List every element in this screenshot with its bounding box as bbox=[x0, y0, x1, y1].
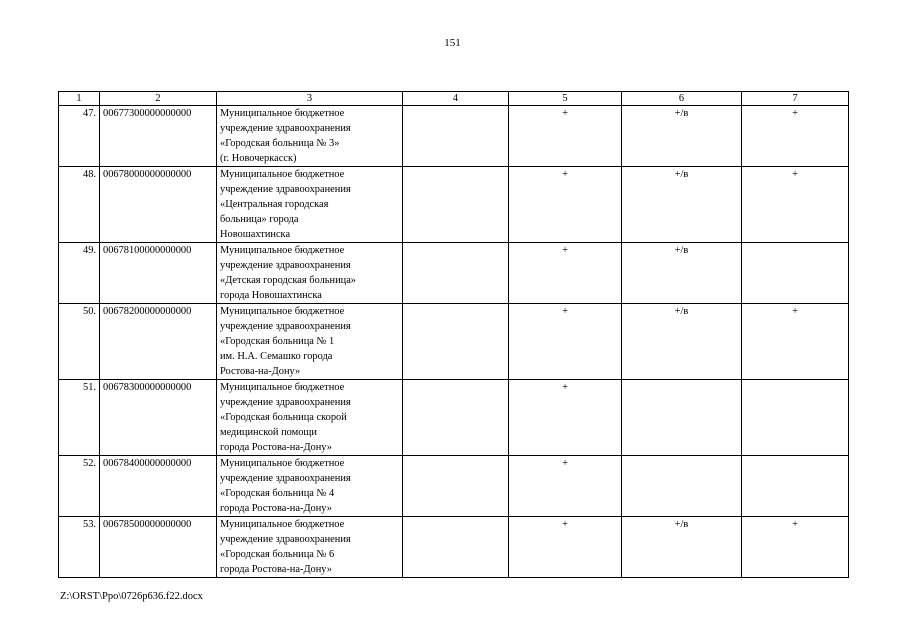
institution-name-line: учреждение здравоохранения bbox=[220, 184, 351, 195]
row-col-6: +/в bbox=[622, 304, 742, 380]
row-col-5: + bbox=[509, 304, 622, 380]
institution-name-line: Ростова-на-Дону» bbox=[220, 366, 301, 377]
table-row bbox=[59, 517, 849, 578]
table-row bbox=[59, 456, 849, 517]
row-col-6 bbox=[622, 456, 742, 517]
row-number: 49. bbox=[59, 243, 100, 304]
row-number: 50. bbox=[59, 304, 100, 380]
page-number: 151 bbox=[444, 37, 461, 49]
row-institution-name bbox=[217, 243, 403, 304]
institution-name-line: «Городская больница № 3» bbox=[220, 138, 340, 149]
table-header bbox=[59, 92, 849, 106]
row-col-7 bbox=[742, 456, 849, 517]
institution-name-line: (г. Новочеркасск) bbox=[220, 153, 297, 164]
row-col-7: + bbox=[742, 167, 849, 243]
header-col-4: 4 bbox=[403, 92, 509, 106]
header-col-1: 1 bbox=[59, 92, 100, 106]
institution-name-line: города Ростова-на-Дону» bbox=[220, 564, 332, 575]
row-col-4 bbox=[403, 167, 509, 243]
institution-name-line: учреждение здравоохранения bbox=[220, 397, 351, 408]
row-number: 51. bbox=[59, 380, 100, 456]
row-institution-name bbox=[217, 167, 403, 243]
institution-name-line: больница» города bbox=[220, 214, 299, 225]
table-row bbox=[59, 304, 849, 380]
row-code: 00678200000000000 bbox=[100, 304, 217, 380]
institution-name-line: учреждение здравоохранения bbox=[220, 534, 351, 545]
row-col-4 bbox=[403, 517, 509, 578]
institution-name-line: «Городская больница № 6 bbox=[220, 549, 335, 560]
row-col-7: + bbox=[742, 517, 849, 578]
row-code: 00678100000000000 bbox=[100, 243, 217, 304]
row-col-5: + bbox=[509, 243, 622, 304]
row-col-4 bbox=[403, 304, 509, 380]
table-body bbox=[59, 106, 849, 578]
row-col-5: + bbox=[509, 380, 622, 456]
row-col-6: +/в bbox=[622, 517, 742, 578]
row-code: 00678300000000000 bbox=[100, 380, 217, 456]
table-row bbox=[59, 380, 849, 456]
row-number: 53. bbox=[59, 517, 100, 578]
institution-name-line: Муниципальное бюджетное bbox=[220, 382, 345, 393]
institution-name-line: учреждение здравоохранения bbox=[220, 473, 351, 484]
row-col-7 bbox=[742, 380, 849, 456]
row-col-7: + bbox=[742, 304, 849, 380]
row-col-4 bbox=[403, 243, 509, 304]
institution-name-line: Муниципальное бюджетное bbox=[220, 245, 345, 256]
institution-name-line: Муниципальное бюджетное bbox=[220, 169, 345, 180]
row-number: 47. bbox=[59, 106, 100, 167]
row-code: 00677300000000000 bbox=[100, 106, 217, 167]
hospital-table bbox=[58, 91, 849, 578]
institution-name-line: «Городская больница скорой bbox=[220, 412, 347, 423]
institution-name-line: Муниципальное бюджетное bbox=[220, 306, 345, 317]
row-institution-name bbox=[217, 517, 403, 578]
row-col-5: + bbox=[509, 456, 622, 517]
row-code: 00678000000000000 bbox=[100, 167, 217, 243]
row-number: 48. bbox=[59, 167, 100, 243]
row-col-5: + bbox=[509, 517, 622, 578]
table-row bbox=[59, 106, 849, 167]
row-col-6 bbox=[622, 380, 742, 456]
row-code: 00678400000000000 bbox=[100, 456, 217, 517]
institution-name-line: «Городская больница № 4 bbox=[220, 488, 335, 499]
institution-name-line: Муниципальное бюджетное bbox=[220, 458, 345, 469]
institution-name-line: медицинской помощи bbox=[220, 427, 317, 438]
header-col-6: 6 bbox=[622, 92, 742, 106]
institution-name-line: Муниципальное бюджетное bbox=[220, 519, 345, 530]
row-col-4 bbox=[403, 456, 509, 517]
row-institution-name bbox=[217, 304, 403, 380]
institution-name-line: «Центральная городская bbox=[220, 199, 329, 210]
institution-name-line: Муниципальное бюджетное bbox=[220, 108, 345, 119]
row-col-5: + bbox=[509, 167, 622, 243]
row-institution-name bbox=[217, 380, 403, 456]
institution-name-line: города Ростова-на-Дону» bbox=[220, 503, 332, 514]
table-row bbox=[59, 167, 849, 243]
institution-name-line: учреждение здравоохранения bbox=[220, 321, 351, 332]
row-col-7: + bbox=[742, 106, 849, 167]
institution-name-line: «Детская городская больница» bbox=[220, 275, 357, 286]
institution-name-line: им. Н.А. Семашко города bbox=[220, 351, 333, 362]
header-col-5: 5 bbox=[509, 92, 622, 106]
institution-name-line: города Ростова-на-Дону» bbox=[220, 442, 332, 453]
row-col-6: +/в bbox=[622, 106, 742, 167]
institution-name-line: Новошахтинска bbox=[220, 229, 291, 240]
row-institution-name bbox=[217, 106, 403, 167]
institution-name-line: учреждение здравоохранения bbox=[220, 260, 351, 271]
row-col-6: +/в bbox=[622, 243, 742, 304]
row-col-4 bbox=[403, 106, 509, 167]
header-col-2: 2 bbox=[100, 92, 217, 106]
institution-name-line: «Городская больница № 1 bbox=[220, 336, 335, 347]
row-col-7 bbox=[742, 243, 849, 304]
institution-name-line: города Новошахтинска bbox=[220, 290, 322, 301]
footer-file-path: Z:\ORST\Ppo\0726p636.f22.docx bbox=[60, 591, 203, 602]
row-col-5: + bbox=[509, 106, 622, 167]
row-institution-name bbox=[217, 456, 403, 517]
institution-name-line: учреждение здравоохранения bbox=[220, 123, 351, 134]
header-row bbox=[59, 92, 849, 106]
header-col-3: 3 bbox=[217, 92, 403, 106]
row-number: 52. bbox=[59, 456, 100, 517]
row-col-6: +/в bbox=[622, 167, 742, 243]
header-col-7: 7 bbox=[742, 92, 849, 106]
row-code: 00678500000000000 bbox=[100, 517, 217, 578]
table-row bbox=[59, 243, 849, 304]
row-col-4 bbox=[403, 380, 509, 456]
